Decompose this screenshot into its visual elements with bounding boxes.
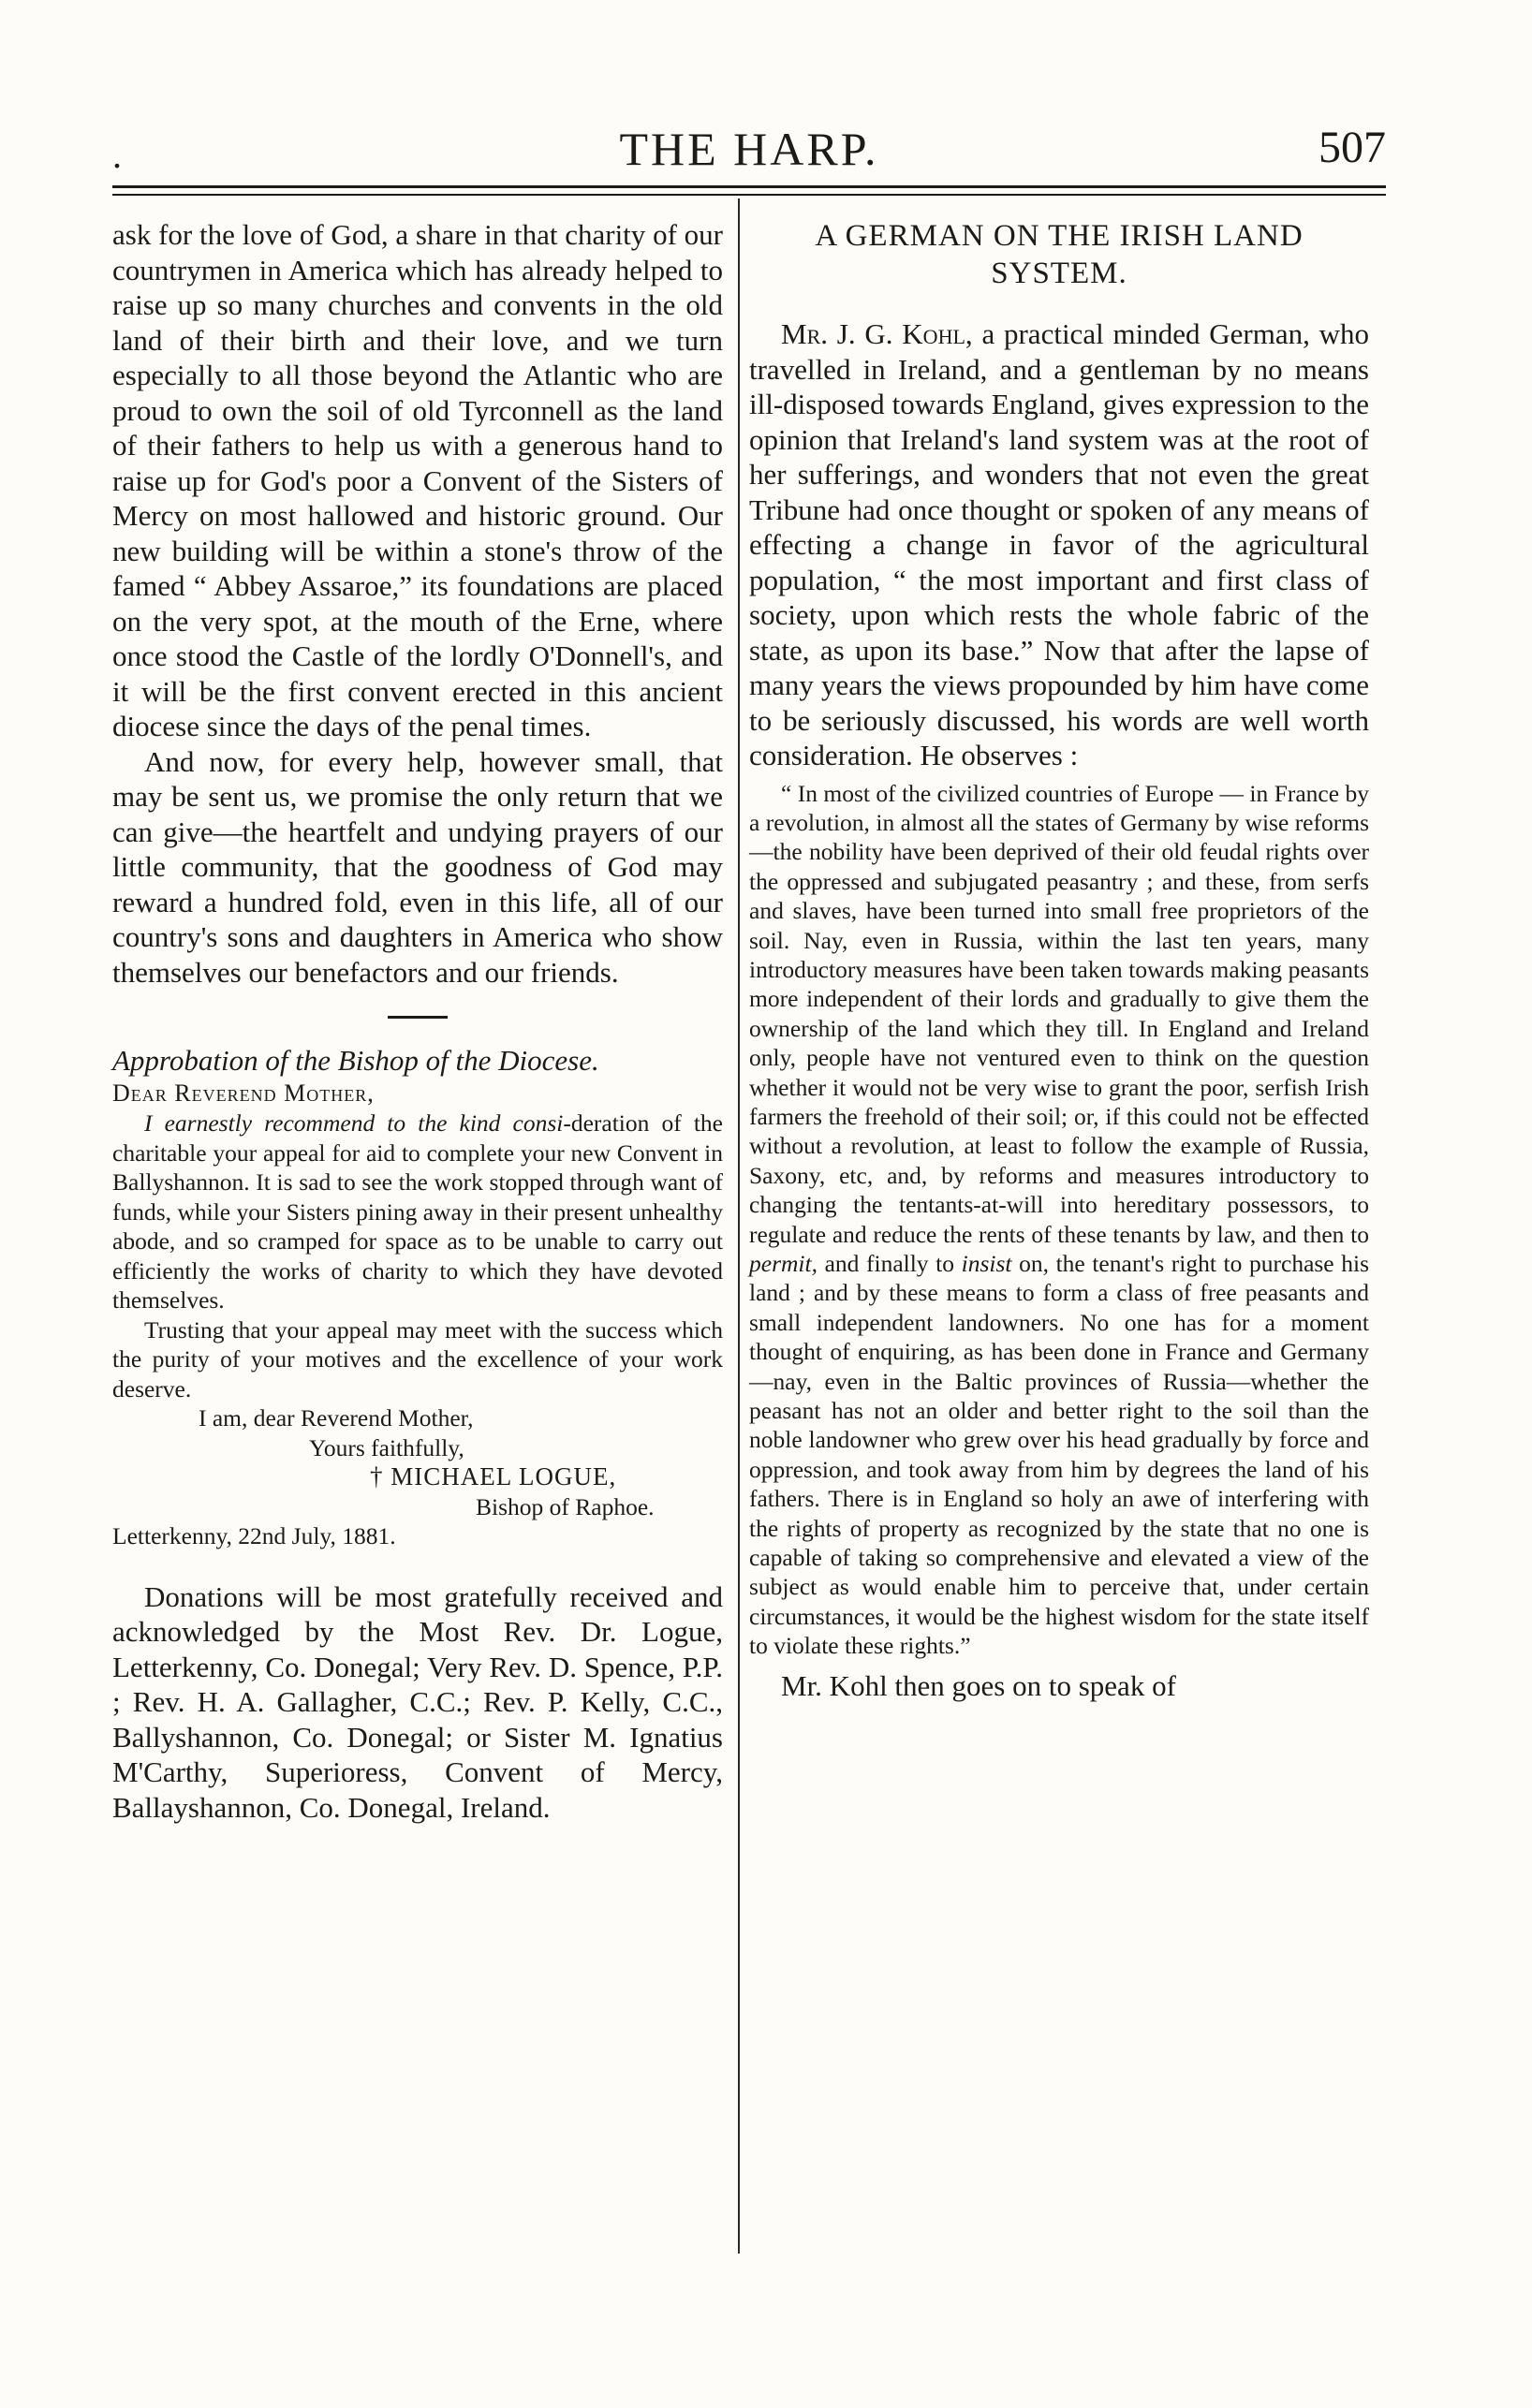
- letter-paragraph-2: Trusting that your appeal may meet with the success which the purity of your motives and the excellence of your work deserve.: [112, 1315, 723, 1402]
- letter-closing-1: I am, dear Reverend Mother,: [199, 1404, 474, 1432]
- letter-opening-italic: I earnestly recommend to the kind consi-: [144, 1109, 571, 1137]
- section-divider: [388, 1016, 448, 1019]
- signature-name: † MICHAEL LOGUE,: [370, 1462, 617, 1490]
- letter-closing-2: Yours faithfully,: [309, 1433, 464, 1461]
- page-header: [112, 122, 1386, 178]
- donations-paragraph: Donations will be most gratefully received and acknowledged by the Most Rev. Dr. Logue, Letterkenny, Co. Donegal; Very Rev. D. Spence, P.P. ; Rev. H. A. Gallagher, C.C.; Rev. P. Kelly, C.C., Ballyshannon, Co. Donegal; or Sister M. Ignatius M'Carthy, Superioress, Convent of Mercy, Ballayshannon, Co. Donegal, Ireland.: [112, 1579, 723, 1824]
- article-intro: [749, 316, 1369, 773]
- header-rule-thin: [112, 194, 1386, 196]
- appeal-paragraph-1: ask for the love of God, a share in that charity of our countrymen in America which has already helped to raise up so many churches and convents in the old land of their birth and their love, and we turn especially to all those beyond the Atlantic who are proud to own the soil of old Tyrconnell as the land of their fathers to help us with a generous hand to raise up for God's poor a Convent of the Sisters of Mercy on most hallowed and historic ground. Our new building will be within a stone's throw of the famed “ Abbey Assaroe,” its foundations are placed on the very spot, at the mouth of the Erne, where once stood the Castle of the lordly O'Donnell's, and it will be the first convent erected in this ancient diocese since the days of the penal times.: [112, 218, 723, 742]
- signature-title: Bishop of Raphoe.: [476, 1492, 655, 1520]
- quote-insist: insist: [961, 1250, 1012, 1277]
- appeal-paragraph-2: And now, for every help, however small, that may be sent us, we promise the only return that we can give—the heartfelt and undying prayers of our little community, that the goodness of God may reward a hundred fold, even in this life, all of our country's sons and daughters in America who show themselves our benefactors and our friends.: [112, 744, 723, 989]
- publication-title: THE HARP.: [619, 123, 879, 175]
- approbation-heading: Approbation of the Bishop of the Diocese.: [112, 1044, 599, 1077]
- header-rule-thick: [112, 185, 1386, 188]
- kohl-quotation: [749, 779, 1369, 1661]
- quote-part-a: “ In most of the civilized countries of Europe — in France by a revolution, in almost all the states of Germany by wise reforms—the nobility have been deprived of their old feudal rights over the oppressed and subjugated peasantry ; and these, from serfs and slaves, have been turned into small free proprietors of the soil. Nay, even in Russia, within the last ten years, many introductory measures have been taken towards making peasants more independent of their lords and gradually to give them the ownership of the land which they till. In England and Ireland only, people have not ventured even to think on the question whether it would not be very wise to grant the poor, serfish Irish farmers the freehold of their soil; or, if this could not be effected without a revolution, at least to follow the example of Russia, Saxony, etc, and, by reforms and measures introductory to changing the tentants-at-will into hereditary possessors, to regulate and reduce the rents of these tenants by law, and then to: [749, 779, 1369, 1248]
- right-column: [749, 217, 1369, 1703]
- letter-salutation: Dear Reverend Mother,: [112, 1079, 375, 1107]
- letter-paragraph-1-rest: deration of the charitable your appeal for aid to complete your new Convent in Ballyshannon. It is sad to see the work stopped through want of funds, while your Sisters pining away in their present unhealthy abode, and so cramped for space as to be unable to carry out efficiently the works of charity to which they have devoted themselves.: [112, 1109, 723, 1314]
- column-divider: [738, 198, 740, 2254]
- letter-place-date: Letterkenny, 22nd July, 1881.: [112, 1522, 396, 1549]
- article-continuation: Mr. Kohl then goes on to speak of: [781, 1668, 1176, 1702]
- article-intro-rest: a practical minded German, who travelled in Ireland, and a gentleman by no means ill-disposed towards England, gives expression to the opinion that Ireland's land system was at the root of her sufferings, and wonders that not even the great Tribune had once thought or spoken of any means of effecting a change in favor of the agricultural population, “ the most important and first class of society, upon which rests the whole fabric of the state, as upon its base.” Now that after the lapse of many years the views propounded by him have come to be seriously discussed, his words are well worth consideration. He observes :: [749, 317, 1370, 771]
- quote-part-b: and finally to: [817, 1250, 962, 1277]
- page-number: 507: [1318, 123, 1386, 172]
- header-dot: .: [112, 134, 122, 176]
- letter-paragraph-1: [112, 1109, 723, 1315]
- article-intro-name: Mr. J. G. Kohl,: [781, 317, 973, 350]
- quote-part-c: on, the tenant's right to purchase his land ; and by these means to form a class of free peasants and small independent landowners. No one has for a moment thought of enquiring, as has been done in France and Germany—nay, even in the Baltic provinces of Russia—whether the peasant has not an older and better right to the soil than the noble landowner who grew over his head gradually by force and oppression, and took away from him by degrees the land of his fathers. There is in England so holy an awe of interfering with the rights of property as recognized by the state that no one is capable of taking so comprehensive and elevated a view of the subject as would enable him to perceive that, under certain circumstances, it would be the highest wisdom for the state itself to violate these rights.”: [749, 1250, 1369, 1660]
- article-headline: A GERMAN ON THE IRISH LAND SYSTEM.: [815, 219, 1304, 290]
- left-column: [112, 217, 723, 1825]
- quote-permit: permit,: [749, 1250, 818, 1277]
